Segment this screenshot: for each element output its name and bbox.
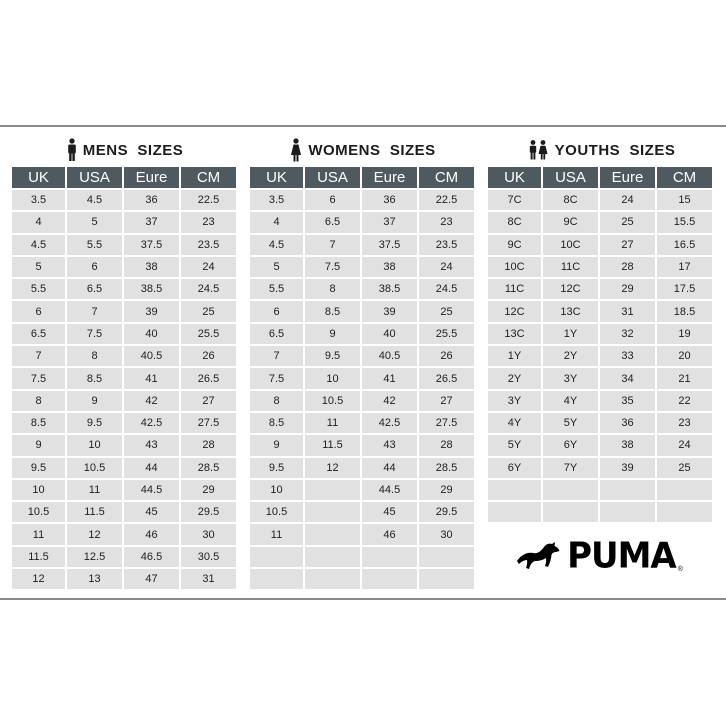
puma-cat-icon [515,541,561,571]
mens-sizes-title: MENS SIZES [82,141,184,159]
size-cell: 23 [657,413,712,433]
column-header: Eure [124,167,179,188]
size-cell: 20 [657,346,712,366]
size-cell: 11 [12,524,65,544]
size-cell [600,502,655,522]
table-row [12,480,236,500]
size-cell: 9.5 [67,413,122,433]
size-cell: 9C [543,212,598,232]
size-cell: 8C [543,190,598,210]
size-cell [305,547,360,567]
size-cell: 12C [488,301,541,321]
size-cell [543,480,598,500]
size-cell: 5Y [488,435,541,455]
size-cell: 4Y [543,391,598,411]
size-cell: 31 [600,301,655,321]
size-cell: 43 [124,435,179,455]
size-cell: 27 [600,235,655,255]
size-cell [305,502,360,522]
size-cell: 22 [657,391,712,411]
table-row [12,458,236,478]
size-cell: 6 [67,257,122,277]
table-row [12,413,236,433]
size-cell: 7C [488,190,541,210]
size-cell: 23.5 [419,235,474,255]
column-header: CM [181,167,236,188]
size-cell: 8.5 [250,413,303,433]
size-cell: 23 [181,212,236,232]
column-header: CM [419,167,474,188]
size-cell: 7.5 [250,368,303,388]
size-cell: 46 [362,524,417,544]
mens-sizes-section [12,135,238,591]
table-row [488,190,712,210]
size-cell: 11 [305,413,360,433]
table-row [12,435,236,455]
size-cell: 28 [419,435,474,455]
size-cell: 38 [362,257,417,277]
table-row [12,502,236,522]
table-row [488,257,712,277]
puma-logo [494,524,704,587]
column-header: CM [657,167,712,188]
size-cell: 36 [362,190,417,210]
size-cell: 7.5 [12,368,65,388]
size-cell: 22.5 [181,190,236,210]
womens-sizes-heading [250,135,476,165]
size-cell: 10C [543,235,598,255]
size-cell: 43 [362,435,417,455]
size-cell: 24.5 [181,279,236,299]
table-row [250,346,474,366]
size-cell: 4.5 [67,190,122,210]
womens-size-table [248,165,476,591]
size-cell: 25.5 [419,324,474,344]
size-cell: 7.5 [67,324,122,344]
table-row [12,569,236,589]
table-row [250,502,474,522]
size-cell: 7 [12,346,65,366]
size-cell: 29 [600,279,655,299]
size-cell: 6.5 [12,324,65,344]
table-row [12,212,236,232]
size-cell: 23 [419,212,474,232]
size-cell: 11 [250,524,303,544]
table-row [12,301,236,321]
size-cell: 37 [124,212,179,232]
size-cell: 10C [488,257,541,277]
table-row [488,368,712,388]
size-cell: 41 [124,368,179,388]
table-row [250,480,474,500]
size-cell: 25 [419,301,474,321]
size-cell: 10 [12,480,65,500]
size-cell: 25 [600,212,655,232]
size-cell: 9 [305,324,360,344]
size-cell [250,569,303,589]
size-cell: 28 [600,257,655,277]
size-cell: 7 [67,301,122,321]
size-cell: 12.5 [67,547,122,567]
size-cell: 1Y [488,346,541,366]
size-cell: 27 [419,391,474,411]
table-row [250,524,474,544]
size-cell: 9 [67,391,122,411]
womens-sizes-section [250,135,476,591]
size-cell [305,569,360,589]
size-cell: 25 [181,301,236,321]
size-cell: 40.5 [362,346,417,366]
table-row [488,435,712,455]
size-cell: 3Y [488,391,541,411]
size-cell: 6Y [543,435,598,455]
size-cell: 26.5 [181,368,236,388]
size-cell: 7 [305,235,360,255]
size-cell: 12 [305,458,360,478]
column-header: UK [12,167,65,188]
size-cell: 5.5 [67,235,122,255]
size-cell: 25.5 [181,324,236,344]
size-cell: 10 [250,480,303,500]
size-cell: 1Y [543,324,598,344]
table-row [12,346,236,366]
size-cell: 7Y [543,458,598,478]
size-cell: 28.5 [419,458,474,478]
size-cell: 32 [600,324,655,344]
size-cell [250,547,303,567]
table-row [488,324,712,344]
table-row [12,524,236,544]
size-cell: 11.5 [67,502,122,522]
size-cell: 24 [419,257,474,277]
size-cell: 12 [12,569,65,589]
column-header: USA [543,167,598,188]
table-row [250,413,474,433]
size-cell: 15.5 [657,212,712,232]
youths-size-table [486,165,714,524]
man-icon [67,138,77,162]
registered-mark: ® [677,566,683,573]
size-cell: 24 [181,257,236,277]
size-cell: 36 [600,413,655,433]
size-cell: 5.5 [250,279,303,299]
size-cell: 4 [12,212,65,232]
youths-sizes-title: YOUTHS SIZES [554,141,676,159]
column-header: UK [250,167,303,188]
size-cell: 10 [305,368,360,388]
size-cell: 44 [124,458,179,478]
size-cell: 11.5 [12,547,65,567]
table-row [12,391,236,411]
size-cell [305,524,360,544]
size-cell: 30.5 [181,547,236,567]
table-row [250,435,474,455]
size-cell: 13C [543,301,598,321]
size-cell: 9.5 [305,346,360,366]
size-cell: 5 [250,257,303,277]
size-cell: 6.5 [67,279,122,299]
size-cell: 4Y [488,413,541,433]
size-cell: 38.5 [124,279,179,299]
size-cell: 8.5 [12,413,65,433]
size-cell: 31 [181,569,236,589]
size-cell: 29 [181,480,236,500]
size-cell: 8 [67,346,122,366]
size-cell: 4.5 [250,235,303,255]
size-cell: 8C [488,212,541,232]
size-cell: 3.5 [12,190,65,210]
size-cell: 11.5 [305,435,360,455]
size-cell: 37.5 [362,235,417,255]
size-cell: 15 [657,190,712,210]
table-row [12,190,236,210]
table-row [488,279,712,299]
size-cell: 17.5 [657,279,712,299]
size-cell: 9 [250,435,303,455]
size-cell: 19 [657,324,712,344]
size-cell [657,480,712,500]
size-cell: 9.5 [12,458,65,478]
size-cell: 10.5 [67,458,122,478]
column-header: USA [67,167,122,188]
column-header: Eure [362,167,417,188]
size-cell: 9.5 [250,458,303,478]
table-row [488,480,712,500]
size-cell: 34 [600,368,655,388]
size-cell: 21 [657,368,712,388]
table-row [250,458,474,478]
table-row [250,368,474,388]
size-cell: 13 [67,569,122,589]
table-row [250,190,474,210]
size-cell: 6Y [488,458,541,478]
size-cell: 6 [12,301,65,321]
table-row [488,301,712,321]
size-cell: 8 [12,391,65,411]
size-cell: 33 [600,346,655,366]
size-cell: 18.5 [657,301,712,321]
size-cell: 46 [124,524,179,544]
size-cell: 7.5 [305,257,360,277]
size-cell: 5Y [543,413,598,433]
size-cell: 40 [124,324,179,344]
youths-sizes-section [488,135,714,524]
table-row [488,413,712,433]
size-cell: 8.5 [305,301,360,321]
size-cell: 11C [543,257,598,277]
size-cell [488,480,541,500]
table-row [12,368,236,388]
size-cell: 37.5 [124,235,179,255]
size-cell: 5 [67,212,122,232]
size-cell [543,502,598,522]
table-row [12,235,236,255]
table-row [12,279,236,299]
youths-header-row [488,167,712,188]
size-cell: 11C [488,279,541,299]
table-row [250,301,474,321]
size-cell [419,547,474,567]
column-header: Eure [600,167,655,188]
size-cell: 44 [362,458,417,478]
size-cell: 28 [181,435,236,455]
size-cell: 17 [657,257,712,277]
size-cell: 42.5 [124,413,179,433]
size-cell: 12 [67,524,122,544]
column-header: UK [488,167,541,188]
size-cell: 7 [250,346,303,366]
puma-logo-text: PUMA [567,534,676,577]
size-cell [488,502,541,522]
table-row [488,346,712,366]
size-cell: 9 [12,435,65,455]
size-cell: 42 [124,391,179,411]
size-cell: 5 [12,257,65,277]
size-cell: 13C [488,324,541,344]
size-cell: 39 [600,458,655,478]
table-row [488,458,712,478]
size-cell: 29.5 [181,502,236,522]
size-cell: 25 [657,458,712,478]
size-cell: 3.5 [250,190,303,210]
size-cell: 46.5 [124,547,179,567]
table-row [12,257,236,277]
size-cell: 38 [124,257,179,277]
size-cell [362,569,417,589]
size-cell: 3Y [543,368,598,388]
size-cell: 36 [124,190,179,210]
size-cell [305,480,360,500]
table-row [488,235,712,255]
size-cell: 10.5 [305,391,360,411]
size-cell: 5.5 [12,279,65,299]
size-cell: 6.5 [305,212,360,232]
size-cell: 10 [67,435,122,455]
size-cell: 45 [362,502,417,522]
size-cell: 44.5 [124,480,179,500]
size-cell: 30 [419,524,474,544]
youths-sizes-heading [488,135,714,165]
size-cell: 27.5 [181,413,236,433]
mens-header-row [12,167,236,188]
size-cell: 10.5 [250,502,303,522]
column-header: USA [305,167,360,188]
table-row [250,212,474,232]
size-cell: 6 [305,190,360,210]
size-cell [419,569,474,589]
size-cell: 35 [600,391,655,411]
size-cell: 6 [250,301,303,321]
size-cell: 45 [124,502,179,522]
size-cell: 24 [657,435,712,455]
size-cell: 39 [362,301,417,321]
size-cell: 16.5 [657,235,712,255]
size-cell: 6.5 [250,324,303,344]
size-cell: 22.5 [419,190,474,210]
size-cell: 4 [250,212,303,232]
table-row [488,391,712,411]
table-row [250,391,474,411]
size-cell: 27.5 [419,413,474,433]
size-cell: 2Y [488,368,541,388]
size-cell: 42.5 [362,413,417,433]
size-cell: 28.5 [181,458,236,478]
mens-sizes-heading [12,135,238,165]
table-row [250,569,474,589]
size-cell: 24.5 [419,279,474,299]
size-cell: 9C [488,235,541,255]
size-cell: 10.5 [12,502,65,522]
size-cell: 8 [250,391,303,411]
table-row [488,502,712,522]
size-cell: 40.5 [124,346,179,366]
size-cell: 37 [362,212,417,232]
table-row [250,279,474,299]
size-cell: 30 [181,524,236,544]
size-cell: 27 [181,391,236,411]
size-cell: 26.5 [419,368,474,388]
size-cell: 8 [305,279,360,299]
size-cell: 12C [543,279,598,299]
size-cell: 2Y [543,346,598,366]
size-cell: 44.5 [362,480,417,500]
size-cell: 40 [362,324,417,344]
table-row [250,257,474,277]
size-cell: 47 [124,569,179,589]
size-cell: 38.5 [362,279,417,299]
mens-size-table [10,165,238,591]
size-cell: 26 [181,346,236,366]
size-cell: 29 [419,480,474,500]
size-cell: 26 [419,346,474,366]
table-row [250,235,474,255]
woman-icon [290,138,302,162]
table-row [250,324,474,344]
size-cell [600,480,655,500]
size-cell: 8.5 [67,368,122,388]
size-cell: 42 [362,391,417,411]
size-cell: 4.5 [12,235,65,255]
size-cell: 41 [362,368,417,388]
size-cell: 24 [600,190,655,210]
size-cell: 39 [124,301,179,321]
size-cell: 29.5 [419,502,474,522]
children-icon [527,139,549,161]
size-cell [657,502,712,522]
table-row [12,324,236,344]
size-cell: 38 [600,435,655,455]
womens-header-row [250,167,474,188]
size-cell [362,547,417,567]
size-cell: 11 [67,480,122,500]
size-cell: 23.5 [181,235,236,255]
table-row [12,547,236,567]
womens-sizes-title: WOMENS SIZES [308,141,436,159]
table-row [250,547,474,567]
table-row [488,212,712,232]
